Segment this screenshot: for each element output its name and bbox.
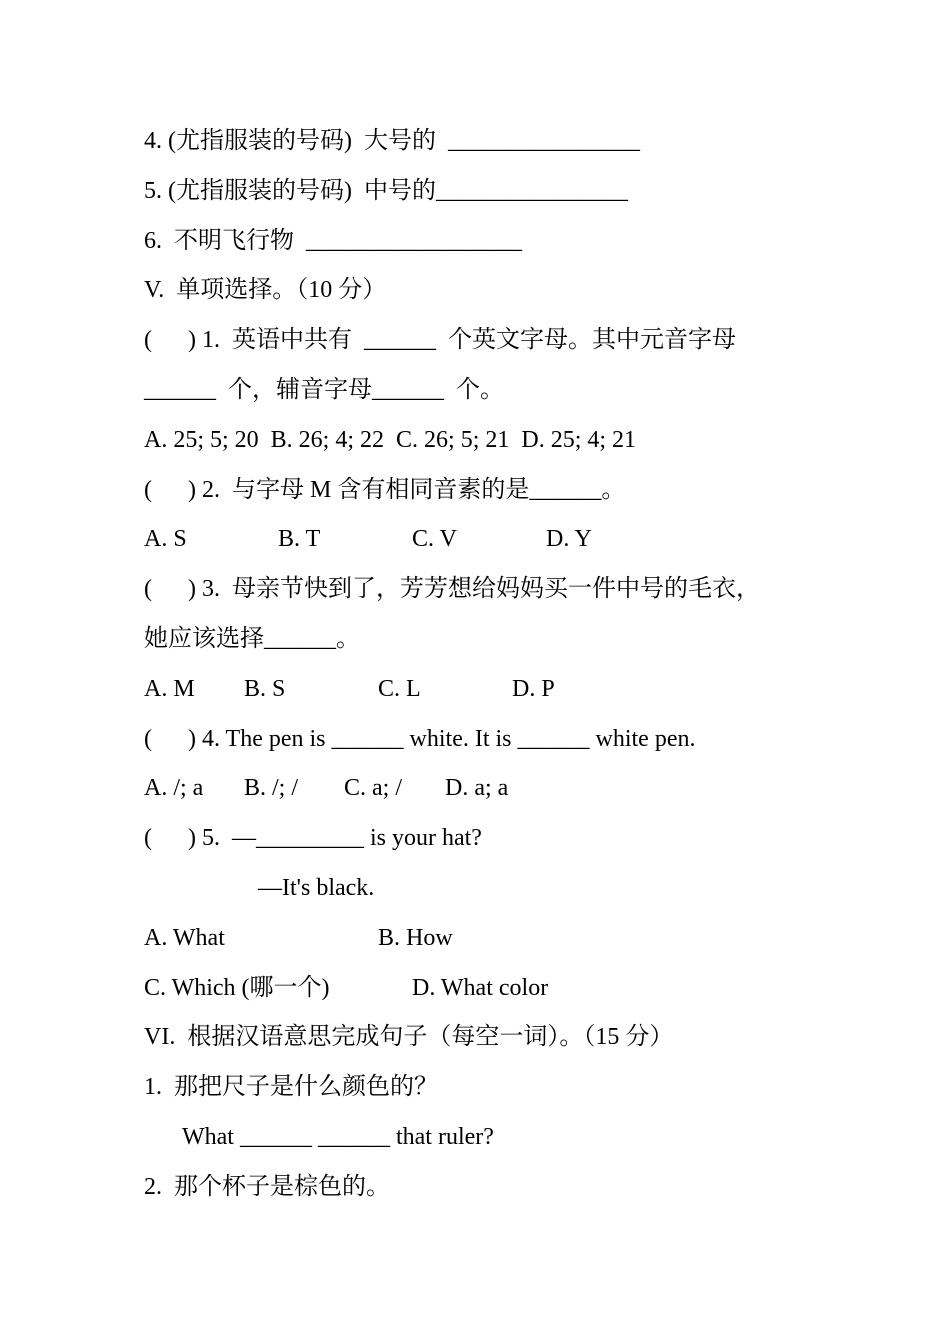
section-vi-heading: VI. 根据汉语意思完成句子（每空一词）。（15 分） [144, 1024, 674, 1050]
option-a: A. M [144, 676, 195, 702]
option-c: C. L [378, 676, 421, 702]
option-c: C. a; / [344, 775, 402, 801]
option-d: D. Y [546, 526, 592, 552]
option-d: D. P [512, 676, 555, 702]
option-d: D. a; a [445, 775, 509, 801]
question-2: ( ) 2. 与字母 M 含有相同音素的是______。 [144, 477, 626, 503]
sentence-2-chinese: 2. 那个杯子是棕色的。 [144, 1174, 390, 1200]
question-1-options: A. 25; 5; 20 B. 26; 4; 22 C. 26; 5; 21 D. 25; 4; 21 [144, 427, 637, 453]
question-4: ( ) 4. The pen is ______ white. It is ______ white pen. [144, 726, 696, 752]
vocab-item-4: 4. (尤指服装的号码) 大号的 ________________ [144, 128, 640, 154]
sentence-1-english: What ______ ______ that ruler? [182, 1124, 494, 1150]
option-b: B. How [378, 925, 453, 951]
option-d: D. What color [412, 975, 549, 1001]
vocab-item-5: 5. (尤指服装的号码) 中号的________________ [144, 178, 628, 204]
option-a: A. /; a [144, 775, 204, 801]
option-a: A. S [144, 526, 187, 552]
option-b: B. T [278, 526, 321, 552]
vocab-item-6: 6. 不明飞行物 __________________ [144, 228, 522, 254]
question-1-line-1: ( ) 1. 英语中共有 ______ 个英文字母。其中元音字母 [144, 327, 736, 353]
section-v-heading: V. 单项选择。（10 分） [144, 277, 387, 303]
question-5-line-2: —It's black. [258, 875, 375, 901]
question-1-line-2: ______ 个，辅音字母______ 个。 [144, 377, 504, 403]
option-c: C. V [412, 526, 457, 552]
option-c: C. Which (哪一个) [144, 975, 330, 1001]
option-b: B. S [244, 676, 286, 702]
sentence-1-chinese: 1. 那把尺子是什么颜色的？ [144, 1074, 438, 1100]
question-5-line-1: ( ) 5. —_________ is your hat? [144, 825, 482, 851]
option-a: A. What [144, 925, 225, 951]
option-b: B. /; / [244, 775, 299, 801]
question-3-line-2: 她应该选择______。 [144, 626, 360, 652]
question-3-line-1: ( ) 3. 母亲节快到了，芳芳想给妈妈买一件中号的毛衣， [144, 576, 760, 602]
